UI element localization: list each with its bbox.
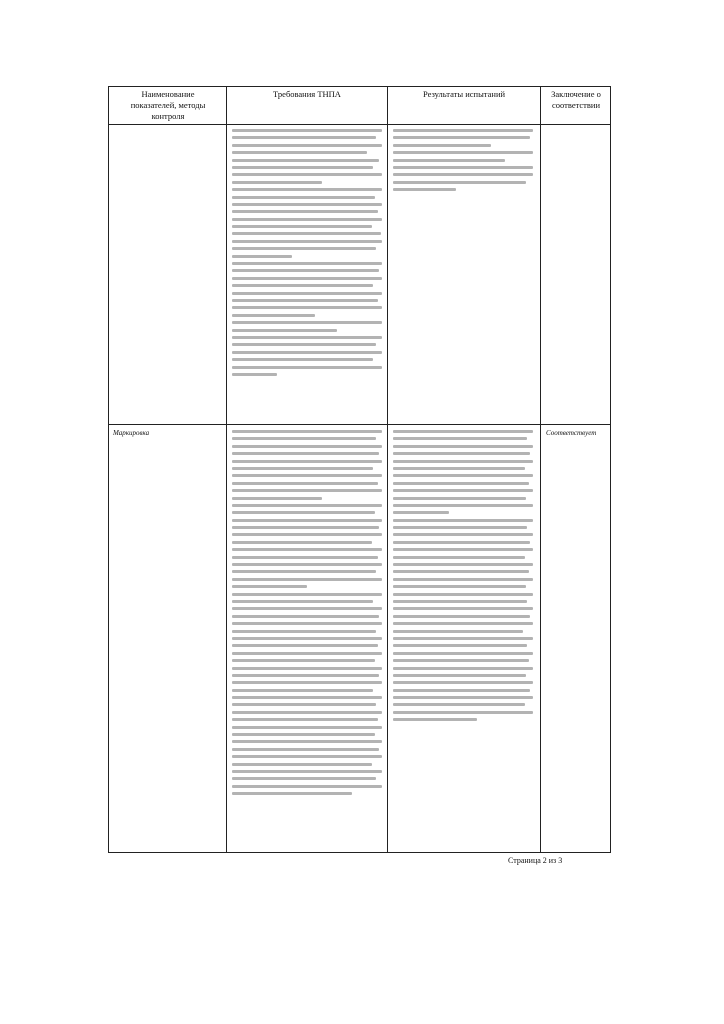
row-divider (108, 424, 611, 425)
column-divider (226, 86, 227, 853)
requirements-text-block (232, 430, 382, 800)
column-divider (540, 86, 541, 853)
conclusion-compliant: Соответствует (546, 429, 597, 437)
header-conclusion: Заключение о соответствии (551, 89, 601, 110)
header-parameter: Наименование показателей, методы контроля (130, 89, 206, 121)
header-requirements: Требования ТНПА (273, 89, 341, 99)
header-divider (108, 124, 611, 125)
results-text-block (393, 129, 533, 196)
requirements-text-block (232, 129, 382, 380)
parameter-marking: Маркировка (113, 429, 150, 437)
header-results: Результаты испытаний (422, 89, 506, 99)
results-text-block (393, 430, 533, 726)
column-divider (387, 86, 388, 853)
page-number: Страница 2 из 3 (508, 856, 563, 865)
